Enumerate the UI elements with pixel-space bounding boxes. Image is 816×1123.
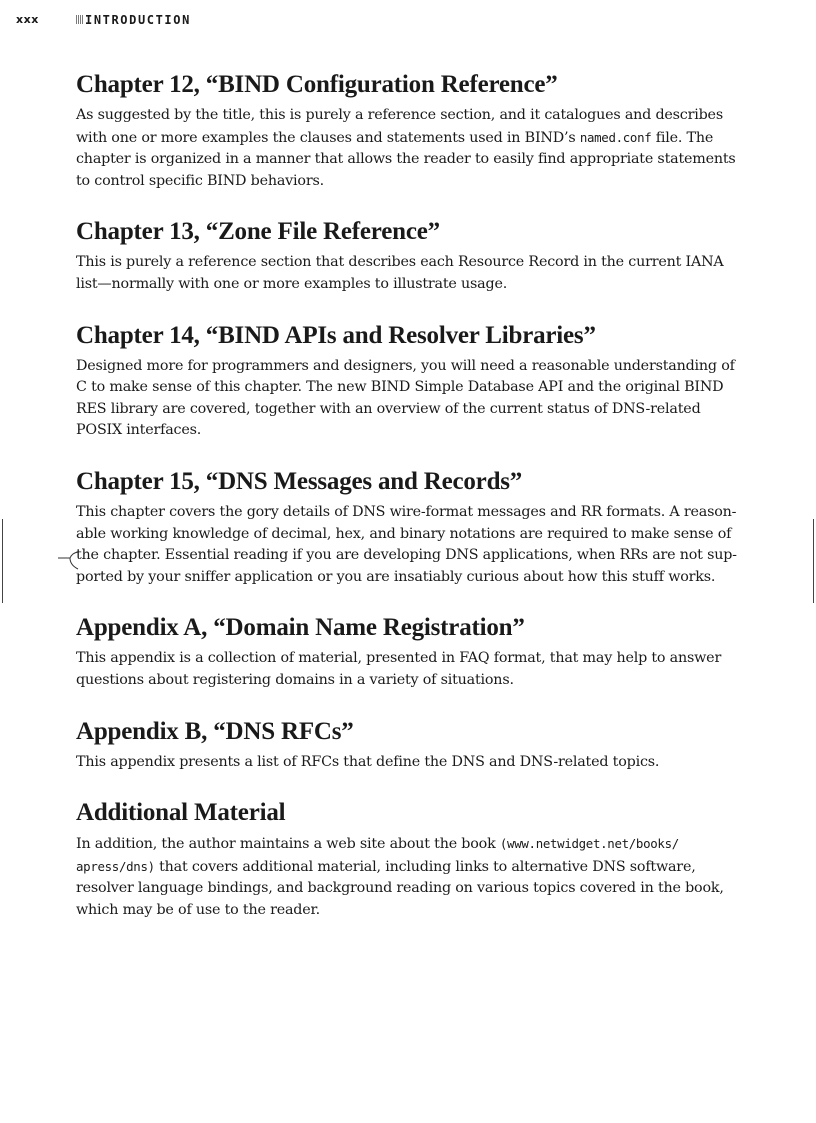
- section-heading: Additional Material: [76, 799, 286, 827]
- section-body: [76, 833, 744, 921]
- section: [76, 466, 744, 588]
- section-heading: Appendix A, “Domain Name Registration”: [76, 614, 525, 642]
- body-text: file. The chapter is organized in a manner that allows the reader to easily find appropriate statements to control specific BIND behaviors.: [76, 129, 736, 189]
- section-heading: Chapter 14, “BIND APIs and Resolver Libraries”: [76, 321, 596, 349]
- body-text: Designed more for programmers and designers, you will need a reasonable understanding of C to make sense of this chapter. The new BIND Simple Database API and the original BIND RES library are covered, together with an overview of the current status of DNS-related POSIX interfaces.: [76, 357, 735, 439]
- section-body: [76, 752, 744, 774]
- running-head-marker-icon: [76, 15, 84, 24]
- running-head: [16, 13, 716, 29]
- section-body: [76, 252, 744, 295]
- running-head-title: INTRODUCTION: [85, 13, 191, 27]
- body-text: In addition, the author maintains a web site about the book: [76, 836, 500, 853]
- body-text: As suggested by the title, this is purely a reference section, and it catalogues and describes with one or more examples the clauses and statements used in BIND’s: [76, 107, 723, 146]
- section-heading: Appendix B, “DNS RFCs”: [76, 717, 354, 745]
- inline-code: (www.netwidget.net/books/ apress/dns): [76, 836, 679, 874]
- section: [76, 69, 744, 192]
- section-heading: Chapter 15, “DNS Messages and Records”: [76, 467, 523, 495]
- section: [76, 612, 744, 691]
- section-body: [76, 105, 744, 192]
- section-heading: Chapter 13, “Zone File Reference”: [76, 218, 440, 246]
- margin-rule-right: [813, 519, 814, 603]
- body-text: that covers additional material, including links to alternative DNS software, resolver language bindings, and background reading on various topics covered in the book, which may be of use to the reader.: [76, 858, 724, 918]
- body-text: This chapter covers the gory details of DNS wire-format messages and RR formats. A reason-able working knowledge of decimal, hex, and binary notations are required to make sense of the chapter. Essential reading if you are developing DNS applications, when RRs are not sup-ported by your sniffer application or you are insatiably curious about how this stuff works.: [76, 503, 737, 585]
- section-body: [76, 502, 744, 588]
- inline-code: named.conf: [579, 129, 652, 145]
- section: [76, 716, 744, 774]
- body-text: This appendix presents a list of RFCs that define the DNS and DNS-related topics.: [76, 753, 660, 770]
- page-content: [76, 69, 744, 945]
- section: [76, 216, 744, 295]
- body-text: This is purely a reference section that describes each Resource Record in the current IANA list—normally with one or more examples to illustrate usage.: [76, 254, 724, 292]
- section-heading: Chapter 12, “BIND Configuration Reference”: [76, 71, 558, 98]
- page-number: xxx: [16, 13, 39, 26]
- section-body: [76, 356, 744, 442]
- section: [76, 320, 744, 442]
- margin-rule-left: [2, 519, 3, 603]
- section-body: [76, 648, 744, 691]
- section: [76, 797, 744, 921]
- body-text: This appendix is a collection of material, presented in FAQ format, that may help to answer questions about registering domains in a variety of situations.: [76, 650, 722, 688]
